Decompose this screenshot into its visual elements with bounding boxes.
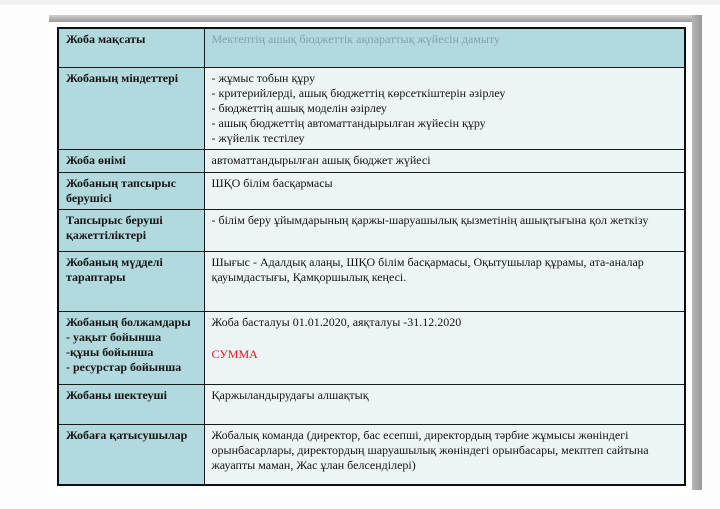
table-row-customer (58, 172, 685, 209)
forecast-dates: Жоба басталуы 01.01.2020, аяқталуы -31.12.2020 (211, 314, 462, 329)
row-value-objectives: - жұмыс тобын құру - критерийлерді, ашық бюджеттің көрсеткіштерін әзірлеу - бюджеттің ашық моделін әзірлеу - ашық бюджеттің автоматтандырылған жүйесін құру - жүйелік тестілеу (204, 67, 685, 149)
row-value-customer-needs: - білім беру ұйымдарының қаржы-шаруашылық қызметінің ашықтығына қол жеткізу (204, 209, 685, 251)
table-row-goal (58, 28, 685, 67)
page-top-edge (49, 15, 702, 22)
row-label-goal: Жоба мақсаты (58, 28, 204, 67)
table-row-stakeholders (58, 251, 685, 311)
row-value-customer: ШҚО білім басқармасы (204, 172, 685, 209)
page-right-edge (692, 15, 702, 490)
row-value-participants: Жобалық команда (директор, бас есепші, директордың тәрбие жұмысы жөніндегі орынбасарлары, директордың шаруашылық жөніндегі орынбасары, мекптеп сайтына жауапты маман, Жас ұлан белсенділері) (204, 424, 685, 485)
row-label-customer: Жобаның тапсырыс берушісі (58, 172, 204, 209)
row-label-constraints: Жобаны шектеуші (58, 384, 204, 424)
table-row-constraints (58, 384, 685, 424)
row-label-stakeholders: Жобаның мүдделі тараптары (58, 251, 204, 311)
table-row-objectives (58, 67, 685, 149)
table-row-customer-needs (58, 209, 685, 251)
window-top-strip (0, 0, 720, 5)
table-row-participants (58, 424, 685, 485)
row-label-objectives: Жобаның міндеттері (58, 67, 204, 149)
row-label-participants: Жобаға қатысушылар (58, 424, 204, 485)
row-value-stakeholders: Шығыс - Адалдық алаңы, ШҚО білім басқармасы, Оқытушылар құрамы, ата-аналар қауымдастығы, Қамқоршылық кеңесі. (204, 251, 685, 311)
row-value-constraints: Қаржыландырудағы алшақтық (204, 384, 685, 424)
table-row-product (58, 149, 685, 172)
table-row-forecasts (58, 311, 685, 384)
row-label-customer-needs: Тапсырыс беруші қажеттіліктері (58, 209, 204, 251)
row-value-goal: Мектептің ашық бюджеттік ақпараттық жүйесін дамыту (204, 28, 685, 67)
project-charter-table (57, 27, 686, 486)
row-label-forecasts: Жобаның болжамдары - уақыт бойынша -құны бойынша - ресурстар бойынша (58, 311, 204, 384)
row-value-forecasts (204, 311, 685, 384)
forecast-sum-placeholder: СУММА (211, 346, 258, 361)
row-label-product: Жоба өнімі (58, 149, 204, 172)
row-value-product: автоматтандырылған ашық бюджет жүйесі (204, 149, 685, 172)
